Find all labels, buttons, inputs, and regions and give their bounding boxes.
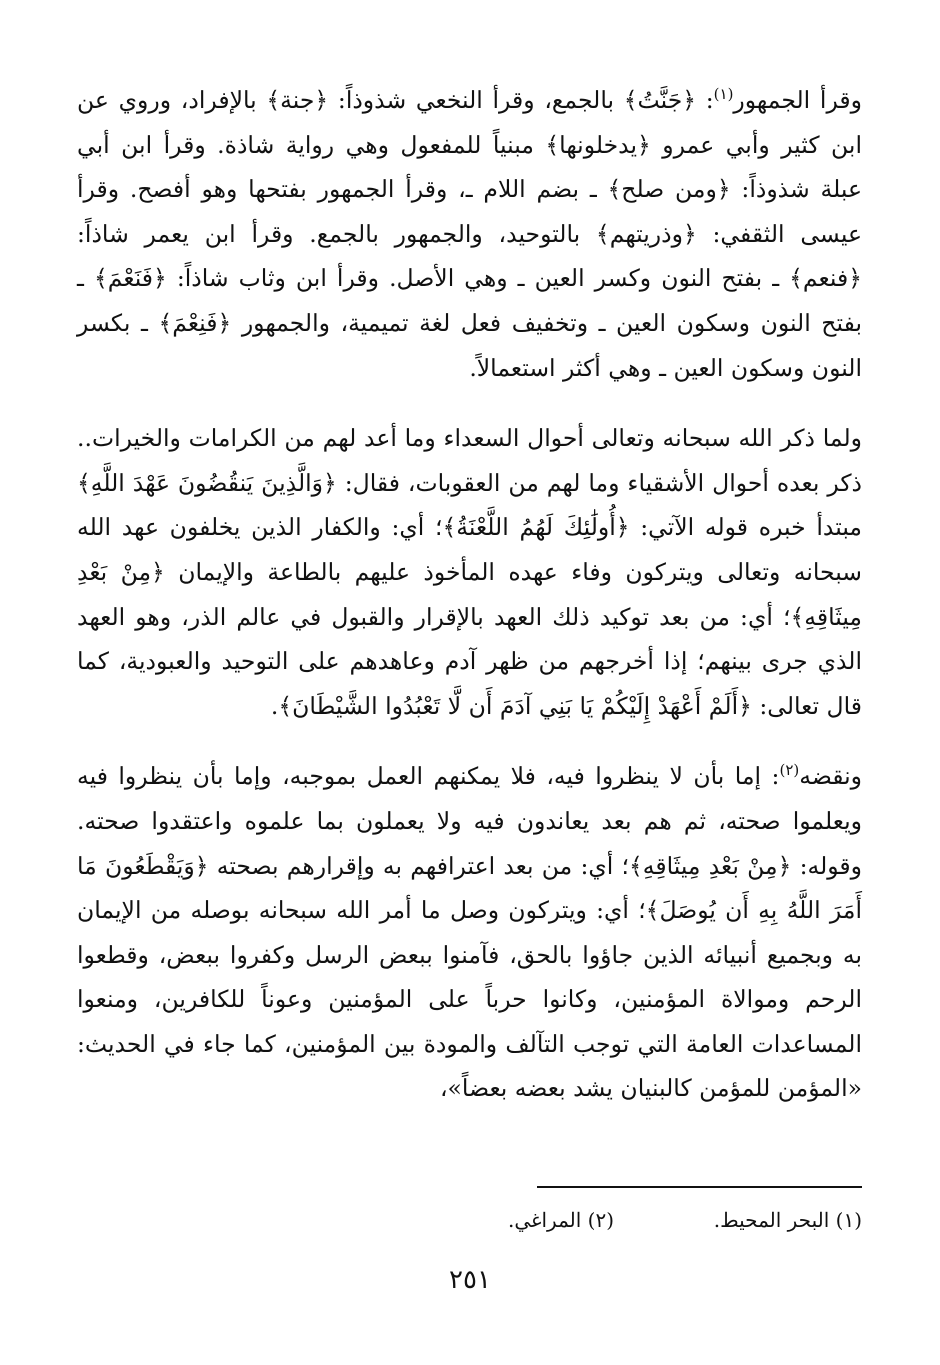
paragraph-breaking [77,754,862,1111]
paragraph-text: ولما ذكر الله سبحانه وتعالى أحوال السعداء وما أعد لهم من الكرامات والخيرات.. ذكر بعده أحوال الأشقياء وما لهم من العقوبات، فقال: ﴿وَالَّذِينَ يَنقُضُونَ عَهْدَ اللَّهِ﴾ مبتدأ خبره قوله الآتي: ﴿أُولَٰئِكَ لَهُمُ اللَّعْنَةُ﴾؛ أي: والكفار الذين يخلفون عهد الله سبحانه وتعالى ويتركون وفاء عهده المأخوذ عليهم بالطاعة والإيمان ﴿مِنْ بَعْدِ مِيثَاقِهِ﴾؛ أي: من بعد توكيد ذلك العهد بالإقرار والقبول في عالم الذر، وهو العهد الذي جرى بينهم؛ إذا أخرجهم من ظهر آدم وعاهدهم على التوحيد والعبودية، كما قال تعالى: ﴿أَلَمْ أَعْهَدْ إِلَيْكُمْ يَا بَنِي آدَمَ أَن لَّا تَعْبُدُوا الشَّيْطَانَ﴾. [77,424,862,720]
paragraph-readings [77,78,862,390]
footnotes [77,1204,862,1236]
page-body [77,78,862,1111]
paragraph-text: : إما بأن لا ينظروا فيه، فلا يمكنهم العمل بموجبه، وإما بأن ينظروا فيه ويعلموا صحته، ثم هم بعد يعاندون فيه ولا يعملون بما علموه واعتقدوا صحته. وقوله: ﴿مِنْ بَعْدِ مِيثَاقِهِ﴾؛ أي: من بعد اعترافهم به وإقرارهم بصحته ﴿وَيَقْطَعُونَ مَا أَمَرَ اللَّهُ بِهِ أَن يُوصَلَ﴾؛ أي: ويتركون وصل ما أمر الله سبحانه بوصله من الإيمان به وبجميع أنبيائه الذين جاؤوا بالحق، فآمنوا ببعض الرسل وكفروا ببعض، وقطعوا الرحم وموالاة المؤمنين، وكانوا حرباً على المؤمنين وعوناً للكافرين، ومنعوا المساعدات العامة التي توجب التآلف والمودة بين المؤمنين، كما جاء في الحديث: «المؤمن للمؤمن كالبنيان يشد بعضه بعضاً»، [77,762,862,1103]
footnote-1: (١) البحر المحيط. [713,1208,862,1232]
page-number: ٢٥١ [449,1265,491,1295]
paragraph-text: ونقضه [799,762,862,791]
footnote-reference: (٢) [779,761,800,780]
paragraph-covenant [77,416,862,728]
footnote-reference: (١) [713,85,734,104]
footnote-divider [537,1186,862,1188]
paragraph-text: وقرأ الجمهور [733,86,862,114]
footnote-2: (٢) المراغي. [507,1208,614,1232]
paragraph-text: : ﴿جَنَّتُ﴾ بالجمع، وقرأ النخعي شذوذاً: ﴿جنة﴾ بالإفراد، وروي عن ابن كثير وأبي عمرو ﴿يدخلونها﴾ مبنياً للمفعول وهي رواية شاذة. وقرأ ابن أبي عبلة شذوذاً: ﴿ومن صلح﴾ ـ بضم اللام ـ، وقرأ الجمهور بفتحها وهو أفصح. وقرأ عيسى الثقفي: ﴿وذريتهم﴾ بالتوحيد، والجمهور بالجمع. وقرأ ابن يعمر شاذاً: ﴿فنعم﴾ ـ بفتح النون وكسر العين ـ وهي الأصل. وقرأ ابن وثاب شاذاً: ﴿فَنَعْمَ﴾ ـ بفتح النون وسكون العين ـ وتخفيف فعل لغة تميمية، والجمهور ﴿فَنِعْمَ﴾ ـ بكسر النون وسكون العين ـ وهي أكثر استعمالاً. [77,86,862,382]
